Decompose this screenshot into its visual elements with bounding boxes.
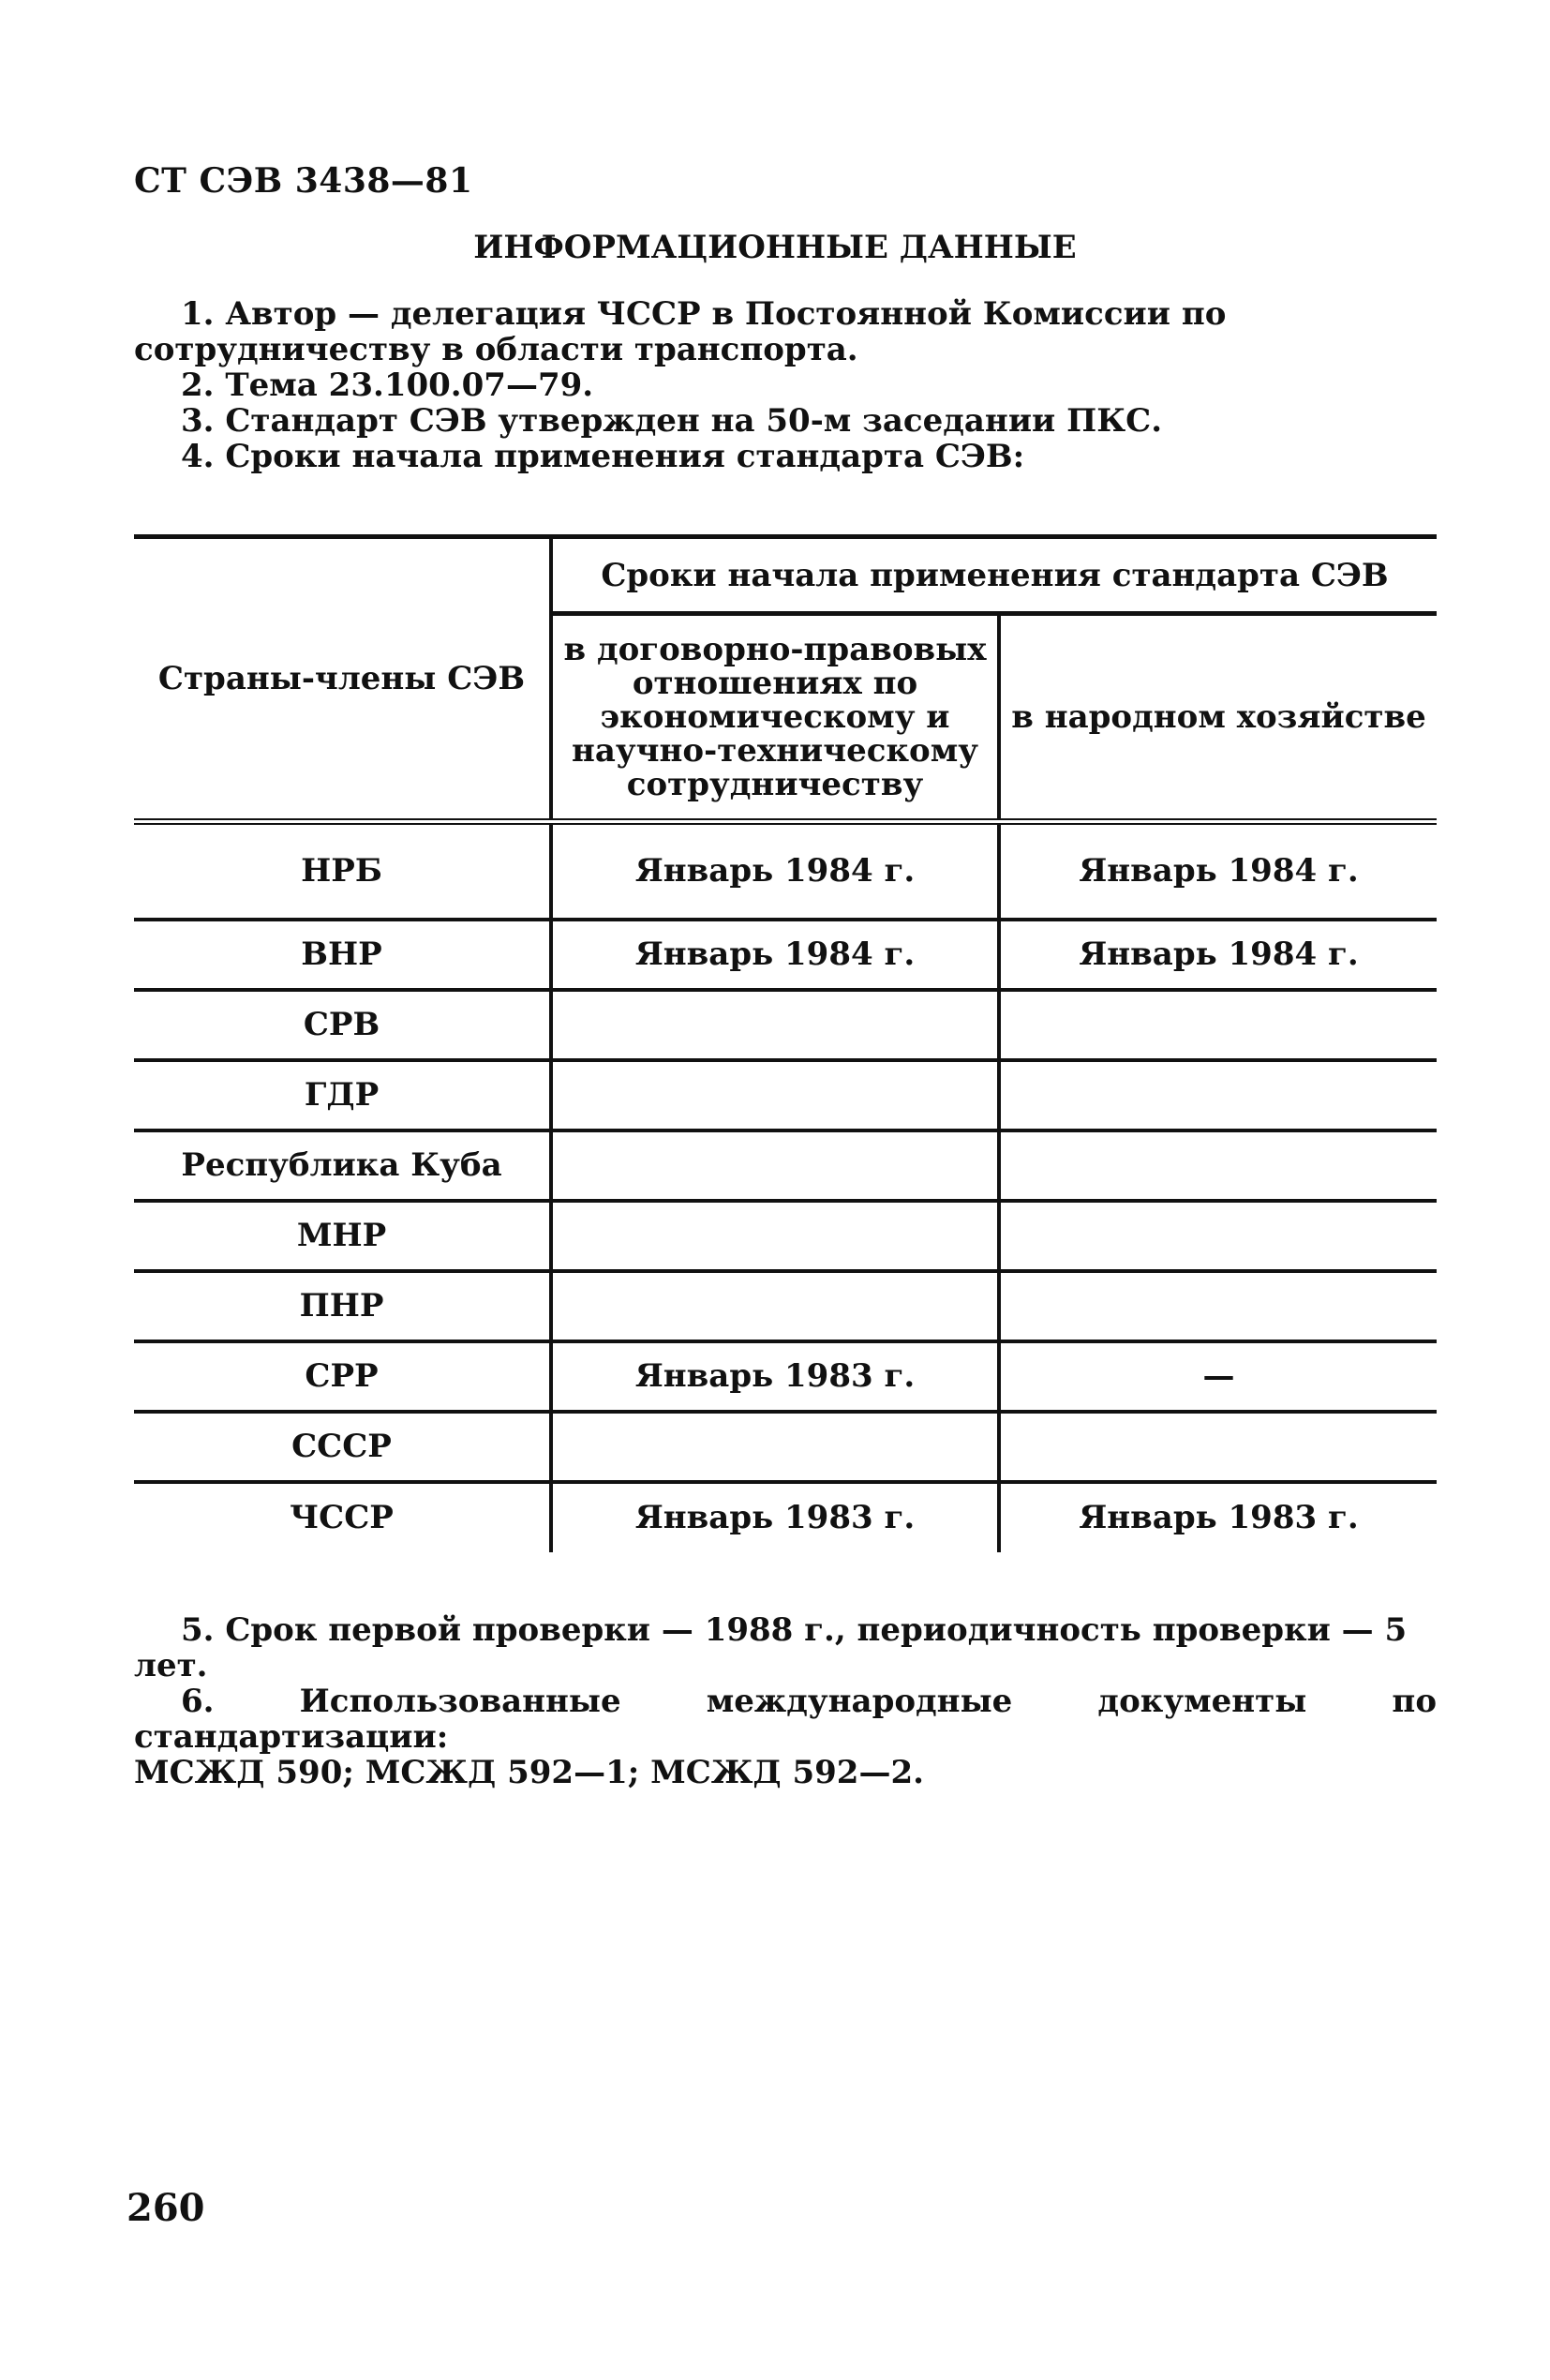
intro-item-2: 2. Тема 23.100.07—79. <box>181 367 594 404</box>
deadlines-table <box>134 534 1437 1552</box>
intro-item-4: 4. Сроки начала применения стандарта СЭВ: <box>181 438 1025 475</box>
intro-item-3: 3. Стандарт СЭВ утвержден на 50-м заседании ПКС. <box>181 402 1163 440</box>
country-cell: ГДР <box>134 1060 551 1130</box>
intro-item-1: 1. Автор — делегация ЧССР в Постоянной Комиссии по сотрудничеству в области транспорта. <box>134 295 1227 368</box>
economy-date-cell: — <box>999 1341 1437 1412</box>
footer-item-5: 5. Срок первой проверки — 1988 г., периодичность проверки — 5 лет. <box>134 1611 1408 1684</box>
contract-date-cell <box>551 1271 999 1341</box>
page-number: 260 <box>127 2186 205 2230</box>
header-countries: Страны-члены СЭВ <box>134 537 551 822</box>
table-row <box>134 1060 1437 1130</box>
economy-date-cell: Январь 1984 г. <box>999 822 1437 920</box>
country-cell: СССР <box>134 1412 551 1482</box>
contract-date-cell <box>551 1130 999 1201</box>
footer-item-6: 6. Использованные международные документы по стандартизации: <box>134 1683 1437 1756</box>
footer-notes <box>134 1612 1437 1790</box>
intro-list <box>134 296 1437 474</box>
economy-date-cell <box>999 1060 1437 1130</box>
table-row <box>134 1341 1437 1412</box>
section-title: ИНФОРМАЦИОННЫЕ ДАННЫЕ <box>473 229 1077 266</box>
economy-date-cell <box>999 1201 1437 1271</box>
economy-date-cell <box>999 1412 1437 1482</box>
header-national-economy: в народном хозяйстве <box>999 614 1437 822</box>
table-row <box>134 920 1437 990</box>
country-cell: ПНР <box>134 1271 551 1341</box>
table-row <box>134 1201 1437 1271</box>
table-row <box>134 822 1437 920</box>
economy-date-cell <box>999 1271 1437 1341</box>
contract-date-cell: Январь 1984 г. <box>551 822 999 920</box>
country-cell: Республика Куба <box>134 1130 551 1201</box>
country-cell: СРВ <box>134 990 551 1060</box>
table-row <box>134 990 1437 1060</box>
header-deadlines-group: Сроки начала применения стандарта СЭВ <box>551 537 1437 614</box>
footer-item-6-continued: МСЖД 590; МСЖД 592—1; МСЖД 592—2. <box>134 1754 924 1791</box>
contract-date-cell <box>551 1412 999 1482</box>
table-row <box>134 1482 1437 1552</box>
economy-date-cell <box>999 1130 1437 1201</box>
contract-date-cell: Январь 1983 г. <box>551 1341 999 1412</box>
contract-date-cell: Январь 1983 г. <box>551 1482 999 1552</box>
economy-date-cell <box>999 990 1437 1060</box>
contract-date-cell: Январь 1984 г. <box>551 920 999 990</box>
country-cell: СРР <box>134 1341 551 1412</box>
header-contract-relations: в договорно-правовых отношениях по экономическому и научно-техническому сотрудничеству <box>551 614 999 822</box>
table-row <box>134 1412 1437 1482</box>
contract-date-cell <box>551 1060 999 1130</box>
contract-date-cell <box>551 1201 999 1271</box>
country-cell: МНР <box>134 1201 551 1271</box>
economy-date-cell: Январь 1984 г. <box>999 920 1437 990</box>
document-code: СТ СЭВ 3438—81 <box>134 161 473 201</box>
economy-date-cell: Январь 1983 г. <box>999 1482 1437 1552</box>
country-cell: ВНР <box>134 920 551 990</box>
country-cell: НРБ <box>301 852 382 891</box>
country-cell: ЧССР <box>134 1482 551 1552</box>
contract-date-cell <box>551 990 999 1060</box>
table-row <box>134 1271 1437 1341</box>
table-row <box>134 1130 1437 1201</box>
